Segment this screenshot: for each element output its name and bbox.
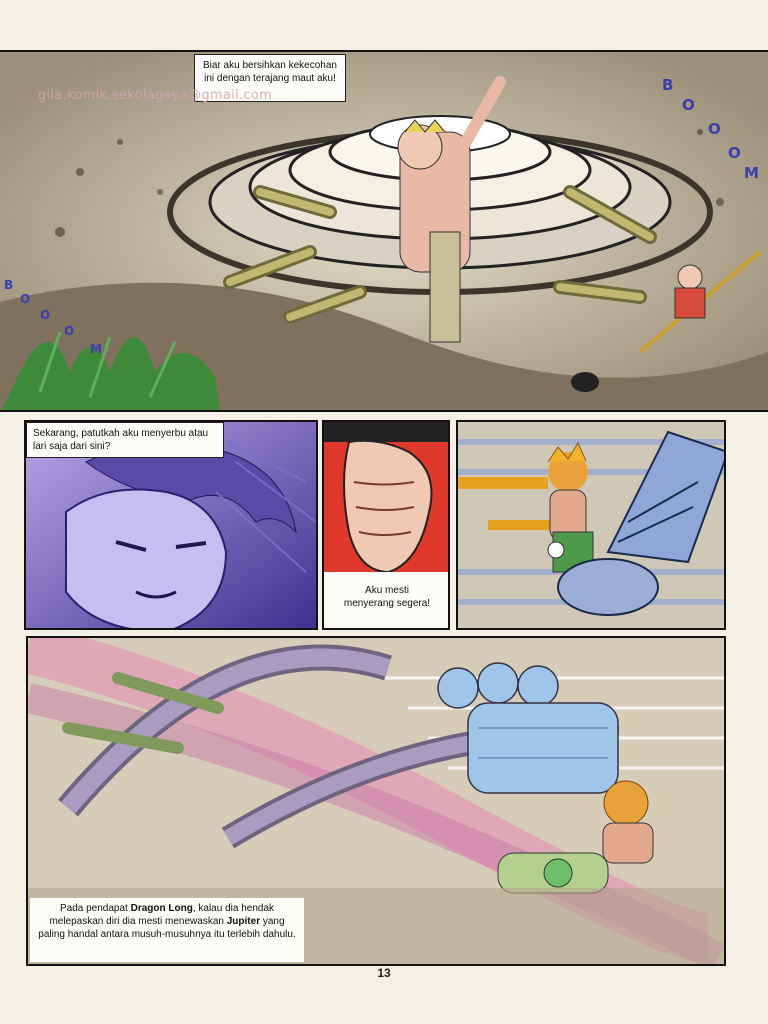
- panel-5: [26, 636, 726, 966]
- panel-4: [456, 420, 726, 630]
- narration-name-jupiter: Jupiter: [226, 916, 261, 927]
- watermark: gila.komik.sekolagaya@gmail.com: [38, 88, 273, 103]
- thought-caption-3: Aku mesti menyerang segera!: [334, 580, 440, 628]
- panel-1-art: [0, 52, 768, 412]
- panel-1: Biar aku bersihkan kekecohan ini dengan terajang maut aku! B O O O M B O O O M: [0, 50, 768, 412]
- panel-2: [24, 420, 318, 630]
- page-number: 13: [377, 966, 391, 980]
- panel-3: [322, 420, 450, 630]
- narration-text-2: , kalau dia hendak melepaskan diri dia mesti menewaskan: [49, 903, 274, 927]
- narration-name-dragon-long: Dragon Long: [130, 903, 193, 914]
- narration-caption: [30, 898, 304, 962]
- speech-balloon-1: Biar aku bersihkan kekecohan ini dengan terajang maut aku!: [194, 54, 346, 102]
- narration-text-1: Pada pendapat: [59, 903, 131, 914]
- narration-text-3: yang paling handal antara musuh-musuhnya itu terlebih dahulu.: [38, 916, 296, 940]
- panel-4-art: [458, 422, 726, 630]
- thought-caption-2: Sekarang, patutkah aku menyerbu atau lari saja dari sini?: [26, 422, 224, 458]
